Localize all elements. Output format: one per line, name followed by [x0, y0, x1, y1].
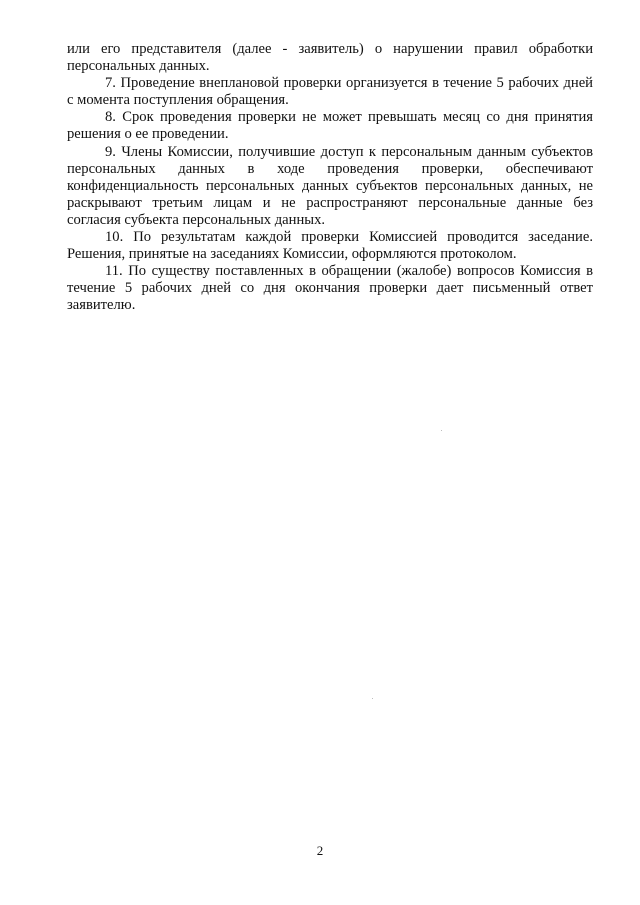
paragraph-item-7: 7. Проведение внеплановой проверки организуется в течение 5 рабочих дней с момента поступления обращения.	[67, 75, 593, 109]
scan-speck	[372, 698, 373, 699]
page-number: 2	[316, 843, 324, 858]
paragraph-item-9: 9. Члены Комиссии, получившие доступ к персональным данным субъектов персональных данных в ходе проведения проверки, обеспечивают конфиденциальность персональных данных субъектов персональных данных, не раскрывают третьим лицам и не распространяют персональные данные без согласия субъекта персональных данных.	[67, 143, 593, 228]
body-text	[67, 41, 593, 315]
paragraph-continuation: или его представителя (далее - заявитель) о нарушении правил обработки персональных данных.	[67, 41, 593, 75]
paragraph-item-8: 8. Срок проведения проверки не может превышать месяц со дня принятия решения о ее проведении.	[67, 109, 593, 143]
paragraph-item-11: 11. По существу поставленных в обращении (жалобе) вопросов Комиссия в течение 5 рабочих дней со дня окончания проверки дает письменный ответ заявителю.	[67, 263, 593, 314]
paragraph-item-10: 10. По результатам каждой проверки Комиссией проводится заседание. Решения, принятые на заседаниях Комиссии, оформляются протоколом.	[67, 229, 593, 263]
scan-speck	[441, 430, 442, 431]
